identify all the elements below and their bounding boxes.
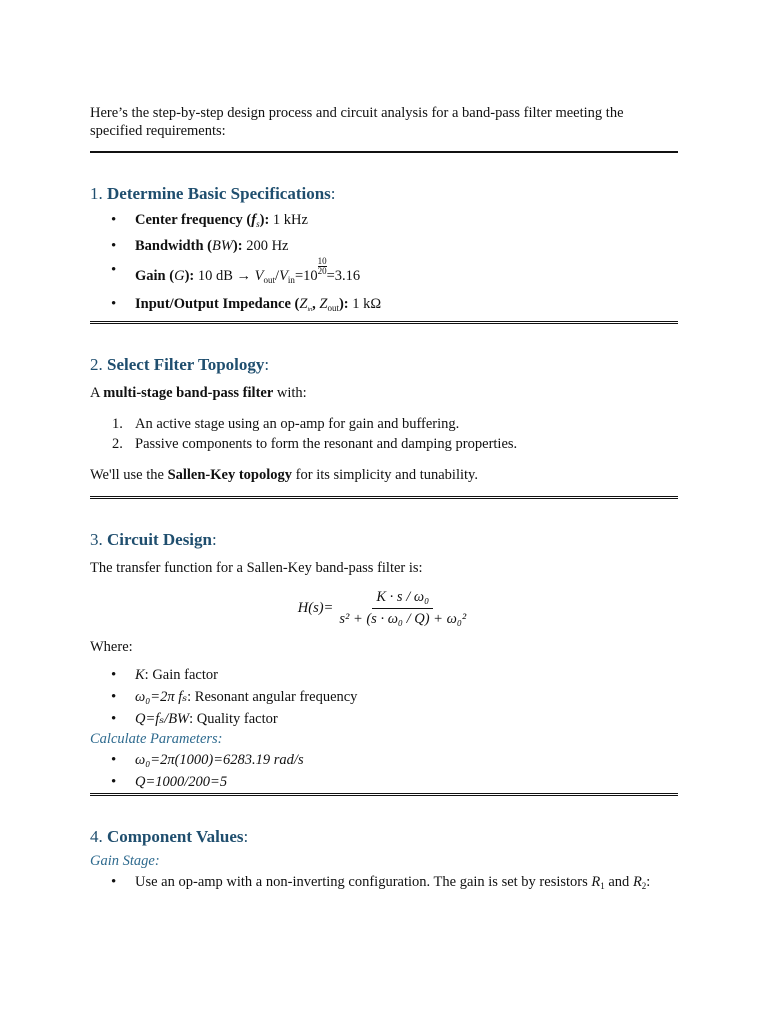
list-item: • Center frequency $(f_s)$: 1 kHz [90, 209, 678, 235]
list-item: • Gain (G): 10 dB → $V_{out}/V_{in}=10$ $\frac{10}{20}$ =3.16 [90, 257, 678, 293]
list-item: • Use an op-amp with a non-inverting configuration. The gain is set by resistors $R_1$ and $R_2$: [90, 871, 678, 897]
list-item: 2. Passive components to form the resonant and damping properties. [112, 436, 518, 452]
transfer-function-intro: The transfer function for a Sallen-Key band-pass filter is: [90, 560, 423, 576]
horizontal-rule [90, 151, 678, 153]
topology-choice-paragraph: We'll use the Sallen-Key topology for its simplicity and tunability. [90, 467, 478, 483]
gain-stage-heading: Gain Stage: [90, 853, 160, 869]
exponent-fraction: $\frac{10}{20}$ [317, 256, 327, 276]
list-item: • Q=fₛ/BW: Quality factor [90, 708, 678, 730]
formula-numerator: K · s / ω₀ [372, 589, 433, 609]
list-item: 1. An active stage using an op-amp for gain and buffering. [112, 416, 460, 432]
section-heading-topology: 2. Select Filter Topology: [90, 355, 270, 374]
list-item: • Bandwidth (BW): 200 Hz [90, 235, 678, 257]
specifications-list [90, 209, 678, 321]
list-item: • ω₀=2π(1000)=6283.19 rad/s [90, 749, 678, 771]
intro-paragraph: Here’s the step-by-step design process and circuit analysis for a band-pass filter meeting the specified requirements: [90, 105, 624, 139]
calculations-list [90, 749, 678, 793]
section-heading-circuit-design: 3. Circuit Design: [90, 530, 217, 549]
list-item: • K: Gain factor [90, 664, 678, 686]
horizontal-rule [90, 321, 678, 324]
list-item: • Q=1000/200=5 [90, 771, 678, 793]
formula-denominator: s² + (s · ω₀ / Q) + ω₀² [339, 611, 467, 627]
calculate-parameters-heading: Calculate Parameters: [90, 731, 223, 747]
list-item: • Input/Output Impedance ($Z_{in}$, $Z_{out}$): 1 kΩ [90, 293, 678, 321]
definitions-list [90, 664, 678, 730]
transfer-function-formula: H(s)= $\frac{\text{K · s / ω₀}}{\text{s² + (s · ω₀ / Q) + ω₀²}}$ [90, 589, 678, 628]
list-item: • ω₀=2π fₛ: Resonant angular frequency [90, 686, 678, 708]
section-heading-specifications: 1. Determine Basic Specifications: [90, 184, 336, 203]
section-heading-component-values: 4. Component Values: [90, 827, 249, 846]
where-label: Where: [90, 639, 133, 655]
gain-stage-list [90, 871, 678, 897]
topology-list [90, 414, 678, 454]
horizontal-rule [90, 793, 678, 796]
topology-paragraph: A multi-stage band-pass filter with: [90, 385, 307, 401]
horizontal-rule [90, 496, 678, 499]
